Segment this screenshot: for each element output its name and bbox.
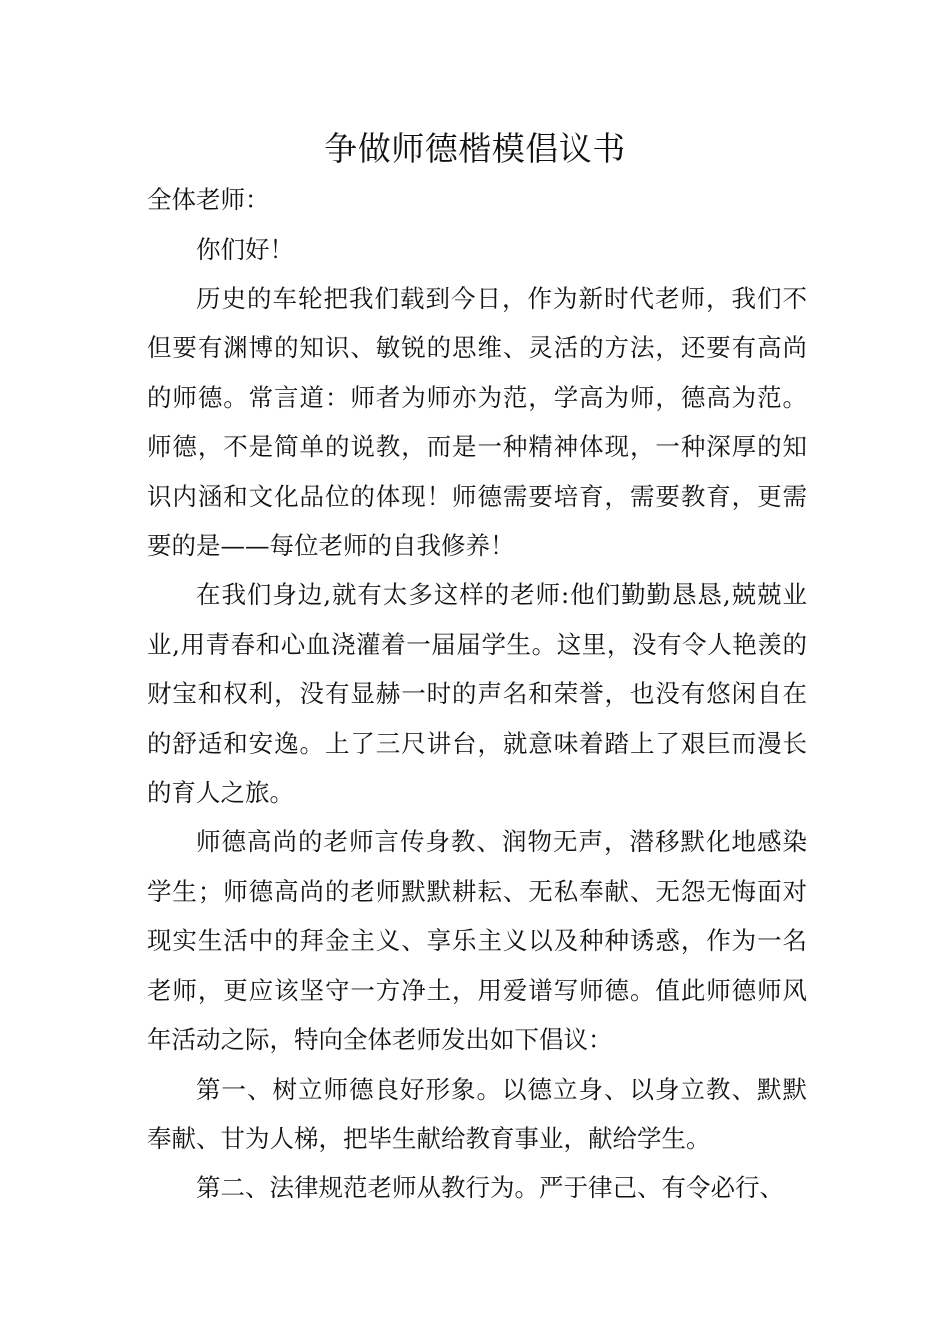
salutation: 全体老师： (147, 185, 270, 214)
document-title: 争做师德楷模倡议书 (324, 129, 626, 168)
paragraph: 在我们身边,就有太多这样的老师:他们勤勤恳恳,兢兢业业,用青春和心血浇灌着一届届学生。这里，没有令人艳羡的财宝和权利，没有显赫一时的声名和荣誉，也没有悠闲自在的舒适和安逸。上了三尺讲台，就意味着踏上了艰巨而漫长的育人之旅。 (147, 580, 807, 808)
paragraph: 第一、树立师德良好形象。以德立身、以身立教、默默奉献、甘为人梯，把毕生献给教育事业，献给学生。 (147, 1074, 807, 1153)
document-body (147, 274, 807, 1213)
paragraph: 第二、法律规范老师从教行为。严于律己、有令必行、 (196, 1173, 784, 1203)
paragraph: 师德高尚的老师言传身教、润物无声，潜移默化地感染学生；师德高尚的老师默默耕耘、无私奉献、无怨无悔面对现实生活中的拜金主义、享乐主义以及种种诱惑，作为一名老师，更应该坚守一方净土，用爱谱写师德。值此师德师风年活动之际，特向全体老师发出如下倡议： (147, 827, 807, 1055)
paragraph: 历史的车轮把我们载到今日，作为新时代老师，我们不但要有渊博的知识、敏锐的思维、灵活的方法，还要有高尚的师德。常言道：师者为师亦为范，学高为师，德高为范。师德，不是简单的说教，而是一种精神体现，一种深厚的知识内涵和文化品位的体现！师德需要培育，需要教育，更需要的是——每位老师的自我修养！ (147, 284, 807, 561)
greeting: 你们好！ (196, 235, 294, 264)
